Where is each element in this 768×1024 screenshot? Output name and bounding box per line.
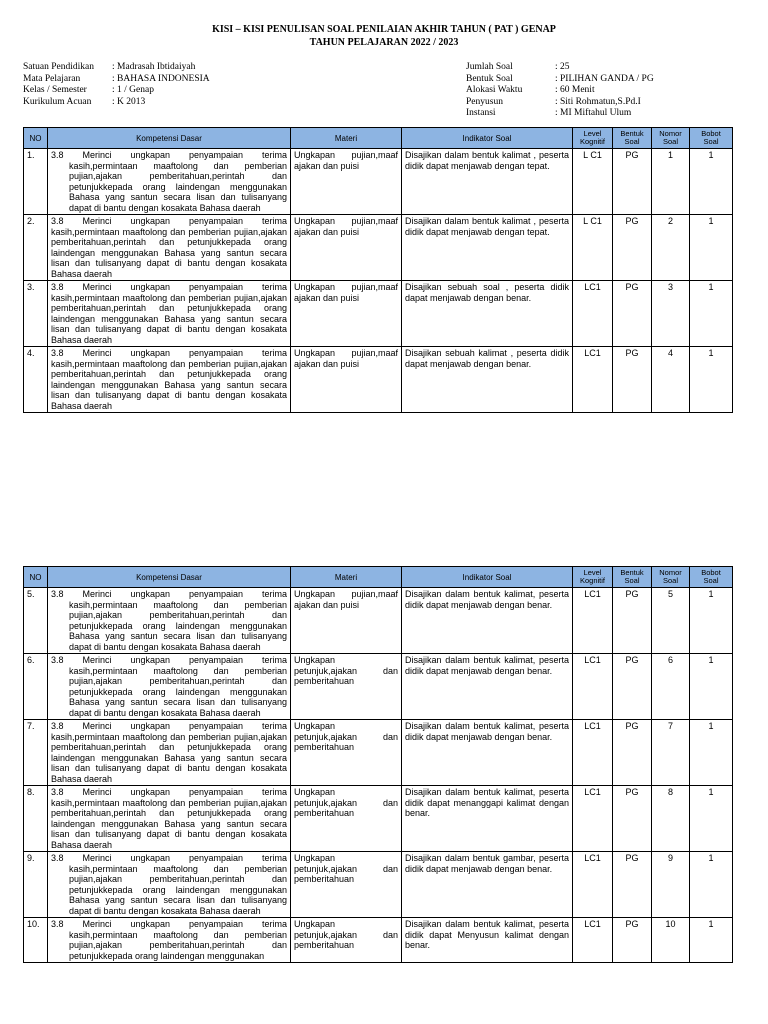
col-kompetensi-dasar: Kompetensi Dasar [48, 128, 291, 149]
col-materi: Materi [291, 567, 402, 588]
cell-indikator: Disajikan dalam bentuk kalimat , peserta didik dapat menjawab dengan tepat. [402, 149, 573, 215]
info-row [466, 62, 654, 74]
cell-bentuk: PG [613, 720, 652, 786]
cell-nomor: 8 [652, 786, 690, 852]
cell-materi: Ungkapan pujian,maaf ajakan dan puisi [291, 588, 402, 654]
kd-text: 3.8 Merinci ungkapan penyampaian terima kasih,permintaan maaftolong dan pemberian pujian,ajakan pemberitahuan,perintah dan petunjukkepada orang laindengan menggunakan Bahasa yang santun secara lisan dan tulisanyang dapat di bantu dengan kosakata Bahasa daerah [51, 216, 287, 279]
cell-bobot: 1 [690, 215, 733, 281]
table-row [24, 786, 733, 852]
cell-bobot: 1 [690, 347, 733, 413]
table-row [24, 588, 733, 654]
cell-level: LC1 [573, 347, 613, 413]
cell-kompetensi-dasar [48, 786, 291, 852]
cell-kompetensi-dasar [48, 149, 291, 215]
info-value: : BAHASA INDONESIA [112, 73, 210, 84]
cell-level: L C1 [573, 149, 613, 215]
cell-indikator: Disajikan dalam bentuk gambar, peserta didik dapat menjawab dengan benar. [402, 852, 573, 918]
col-nomor-soal [652, 567, 690, 588]
cell-materi: Ungkapan pujian,maaf ajakan dan puisi [291, 149, 402, 215]
table-row [24, 852, 733, 918]
cell-bentuk: PG [613, 347, 652, 413]
cell-bentuk: PG [613, 215, 652, 281]
col-nomor-line2: Soal [662, 137, 678, 146]
cell-nomor: 5 [652, 588, 690, 654]
info-value: : PILIHAN GANDA / PG [555, 73, 654, 84]
table-row [24, 281, 733, 347]
info-label: Satuan Pendidikan [23, 62, 94, 72]
cell-nomor: 1 [652, 149, 690, 215]
cell-materi: Ungkapan pujian,maaf ajakan dan puisi [291, 281, 402, 347]
cell-kompetensi-dasar [48, 720, 291, 786]
col-level-line1: Level [583, 128, 602, 138]
cell-bobot: 1 [690, 918, 733, 963]
cell-bentuk: PG [613, 654, 652, 720]
col-bobot-line1: Bobot [701, 128, 721, 138]
cell-level: L C1 [573, 215, 613, 281]
col-materi: Materi [291, 128, 402, 149]
cell-nomor: 2 [652, 215, 690, 281]
info-label: Bentuk Soal [466, 73, 513, 84]
cell-no: 7. [24, 720, 48, 786]
col-level-line2: Kognitif [579, 137, 606, 146]
cell-bobot: 1 [690, 588, 733, 654]
kd-text: 3.8 Merinci ungkapan penyampaian terima kasih,permintaan maaftolong dan pemberian pujian,ajakan pemberitahuan,perintah dan petunjukkepada orang laindengan menggunakan Bahasa yang santun secara lisan dan tulisanyang dapat di bantu dengan kosakata Bahasa daerah [51, 589, 287, 652]
cell-level: LC1 [573, 281, 613, 347]
cell-bobot: 1 [690, 149, 733, 215]
cell-no: 3. [24, 281, 48, 347]
kisi-table-2 [23, 566, 733, 963]
cell-kompetensi-dasar [48, 215, 291, 281]
col-kompetensi-dasar: Kompetensi Dasar [48, 567, 291, 588]
kisi-table-1 [23, 127, 733, 413]
col-bentuk-line2: Soal [624, 576, 640, 585]
cell-nomor: 10 [652, 918, 690, 963]
info-value: : 25 [555, 62, 570, 72]
info-value: : Madrasah Ibtidaiyah [112, 62, 196, 72]
info-row [23, 74, 210, 86]
col-level-kognitif [573, 567, 613, 588]
info-row [466, 108, 654, 120]
table-row [24, 347, 733, 413]
info-value: : K 2013 [112, 96, 146, 107]
cell-level: LC1 [573, 654, 613, 720]
cell-indikator: Disajikan dalam bentuk kalimat, peserta didik dapat Menyusun kalimat dengan benar. [402, 918, 573, 963]
document-title-line1: KISI – KISI PENULISAN SOAL PENILAIAN AKHIR TAHUN ( PAT ) GENAP [212, 24, 556, 35]
cell-nomor: 7 [652, 720, 690, 786]
info-row [466, 74, 654, 86]
cell-nomor: 9 [652, 852, 690, 918]
cell-bobot: 1 [690, 281, 733, 347]
cell-level: LC1 [573, 588, 613, 654]
col-no: NO [24, 567, 48, 588]
cell-bobot: 1 [690, 654, 733, 720]
cell-no: 4. [24, 347, 48, 413]
info-label: Alokasi Waktu [466, 85, 523, 95]
cell-bentuk: PG [613, 852, 652, 918]
info-value: : 1 / Genap [112, 85, 154, 95]
info-left [23, 62, 210, 108]
info-right [466, 62, 654, 120]
cell-indikator: Disajikan dalam bentuk kalimat, peserta didik dapat menjawab dengan benar. [402, 720, 573, 786]
col-indikator: Indikator Soal [402, 128, 573, 149]
cell-materi: Ungkapan pujian,maaf ajakan dan puisi [291, 347, 402, 413]
cell-bentuk: PG [613, 786, 652, 852]
cell-materi: Ungkapan petunjuk,ajakan dan pemberitahuan [291, 918, 402, 963]
col-nomor-line1: Nomor [659, 567, 682, 577]
info-row [23, 62, 210, 74]
cell-indikator: Disajikan sebuah kalimat , peserta didik dapat menjawab dengan benar. [402, 347, 573, 413]
cell-no: 9. [24, 852, 48, 918]
info-value: : Siti Rohmatun,S.Pd.I [555, 96, 641, 107]
col-nomor-line1: Nomor [659, 128, 682, 138]
col-bobot-line2: Soal [703, 137, 719, 146]
cell-kompetensi-dasar [48, 852, 291, 918]
cell-level: LC1 [573, 852, 613, 918]
table-row [24, 654, 733, 720]
table-row [24, 215, 733, 281]
table-header-row [24, 567, 733, 588]
info-value: : 60 Menit [555, 85, 595, 95]
kd-text: 3.8 Merinci ungkapan penyampaian terima kasih,permintaan maaftolong dan pemberian pujian,ajakan pemberitahuan,perintah dan petunjukkepada orang laindengan menggunakan Bahasa yang santun secara lisan dan tulisanyang dapat di bantu dengan kosakata Bahasa daerah [51, 853, 287, 916]
cell-no: 5. [24, 588, 48, 654]
kd-text: 3.8 Merinci ungkapan penyampaian terima kasih,permintaan maaftolong dan pemberian pujian,ajakan pemberitahuan,perintah dan petunjukkepada orang laindengan menggunakan Bahasa yang santun secara lisan dan tulisanyang dapat di bantu dengan kosakata Bahasa daerah [51, 787, 287, 850]
kd-text: 3.8 Merinci ungkapan penyampaian terima kasih,permintaan maaftolong dan pemberian pujian,ajakan pemberitahuan,perintah dan petunjukkepada orang laindengan menggunakan [51, 919, 287, 961]
col-bobot-soal [690, 128, 733, 149]
col-bobot-soal [690, 567, 733, 588]
info-value: : MI Miftahul Ulum [555, 108, 632, 118]
cell-materi: Ungkapan petunjuk,ajakan dan pemberitahuan [291, 786, 402, 852]
info-label: Kurikulum Acuan [23, 96, 92, 107]
cell-indikator: Disajikan dalam bentuk kalimat, peserta didik dapat menanggapi kalimat dengan benar. [402, 786, 573, 852]
kd-text: 3.8 Merinci ungkapan penyampaian terima kasih,permintaan maaftolong dan pemberian pujian,ajakan pemberitahuan,perintah dan petunjukkepada orang laindengan menggunakan Bahasa yang santun secara lisan dan tulisanyang dapat di bantu dengan kosakata Bahasa daerah [51, 655, 287, 718]
info-label: Jumlah Soal [466, 62, 513, 72]
cell-materi: Ungkapan petunjuk,ajakan dan pemberitahuan [291, 654, 402, 720]
cell-indikator: Disajikan dalam bentuk kalimat, peserta didik dapat menjawab dengan benar. [402, 588, 573, 654]
info-label: Mata Pelajaran [23, 73, 81, 84]
cell-nomor: 4 [652, 347, 690, 413]
cell-indikator: Disajikan sebuah soal , peserta didik dapat menjawab dengan benar. [402, 281, 573, 347]
col-bentuk-line2: Soal [624, 137, 640, 146]
cell-materi: Ungkapan petunjuk,ajakan dan pemberitahuan [291, 852, 402, 918]
cell-indikator: Disajikan dalam bentuk kalimat , peserta didik dapat menjawab dengan tepat. [402, 215, 573, 281]
kd-text: 3.8 Merinci ungkapan penyampaian terima kasih,permintaan maaftolong dan pemberian pujian,ajakan pemberitahuan,perintah dan petunjukkepada orang laindengan menggunakan Bahasa yang santun secara lisan dan tulisanyang dapat di bantu dengan kosakata Bahasa daerah [51, 721, 287, 784]
kd-text: 3.8 Merinci ungkapan penyampaian terima kasih,permintaan maaftolong dan pemberian pujian,ajakan pemberitahuan,perintah dan petunjukkepada orang laindengan menggunakan Bahasa yang santun secara lisan dan tulisanyang dapat di bantu dengan kosakata Bahasa daerah [51, 348, 287, 411]
cell-kompetensi-dasar [48, 347, 291, 413]
cell-nomor: 6 [652, 654, 690, 720]
info-row [23, 97, 210, 109]
info-row [466, 97, 654, 109]
table-row [24, 720, 733, 786]
info-row [23, 85, 210, 97]
kd-text: 3.8 Merinci ungkapan penyampaian terima kasih,permintaan maaftolong dan pemberian pujian,ajakan pemberitahuan,perintah dan petunjukkepada orang laindengan menggunakan Bahasa yang santun secara lisan dan tulisanyang dapat di bantu dengan kosakata Bahasa daerah [51, 150, 287, 213]
cell-kompetensi-dasar [48, 918, 291, 963]
table-row [24, 149, 733, 215]
cell-level: LC1 [573, 786, 613, 852]
cell-level: LC1 [573, 720, 613, 786]
cell-level: LC1 [573, 918, 613, 963]
cell-bobot: 1 [690, 720, 733, 786]
cell-materi: Ungkapan pujian,maaf ajakan dan puisi [291, 215, 402, 281]
cell-no: 10. [24, 918, 48, 963]
cell-nomor: 3 [652, 281, 690, 347]
col-bentuk-line1: Bentuk [620, 128, 644, 138]
col-level-line1: Level [583, 567, 602, 577]
info-label: Instansi [466, 108, 496, 118]
cell-bobot: 1 [690, 786, 733, 852]
document-title-line2: TAHUN PELAJARAN 2022 / 2023 [309, 37, 459, 48]
col-indikator: Indikator Soal [402, 567, 573, 588]
col-bobot-line1: Bobot [701, 567, 721, 577]
col-nomor-soal [652, 128, 690, 149]
cell-bentuk: PG [613, 588, 652, 654]
col-bentuk-line1: Bentuk [620, 567, 644, 577]
cell-kompetensi-dasar [48, 654, 291, 720]
cell-bentuk: PG [613, 281, 652, 347]
info-label: Kelas / Semester [23, 85, 87, 95]
info-label: Penyusun [466, 96, 503, 107]
cell-bobot: 1 [690, 852, 733, 918]
cell-no: 1. [24, 149, 48, 215]
cell-no: 2. [24, 215, 48, 281]
cell-bentuk: PG [613, 918, 652, 963]
col-nomor-line2: Soal [662, 576, 678, 585]
info-row [466, 85, 654, 97]
cell-no: 6. [24, 654, 48, 720]
col-bentuk-soal [613, 128, 652, 149]
col-level-line2: Kognitif [579, 576, 606, 585]
col-bobot-line2: Soal [703, 576, 719, 585]
cell-kompetensi-dasar [48, 588, 291, 654]
cell-materi: Ungkapan petunjuk,ajakan dan pemberitahuan [291, 720, 402, 786]
col-bentuk-soal [613, 567, 652, 588]
cell-bentuk: PG [613, 149, 652, 215]
col-no: NO [24, 128, 48, 149]
table-row [24, 918, 733, 963]
cell-indikator: Disajikan dalam bentuk kalimat, peserta didik dapat menjawab dengan benar. [402, 654, 573, 720]
kd-text: 3.8 Merinci ungkapan penyampaian terima kasih,permintaan maaftolong dan pemberian pujian,ajakan pemberitahuan,perintah dan petunjukkepada orang laindengan menggunakan Bahasa yang santun secara lisan dan tulisanyang dapat di bantu dengan kosakata Bahasa daerah [51, 282, 287, 345]
table-header-row [24, 128, 733, 149]
cell-no: 8. [24, 786, 48, 852]
col-level-kognitif [573, 128, 613, 149]
cell-kompetensi-dasar [48, 281, 291, 347]
